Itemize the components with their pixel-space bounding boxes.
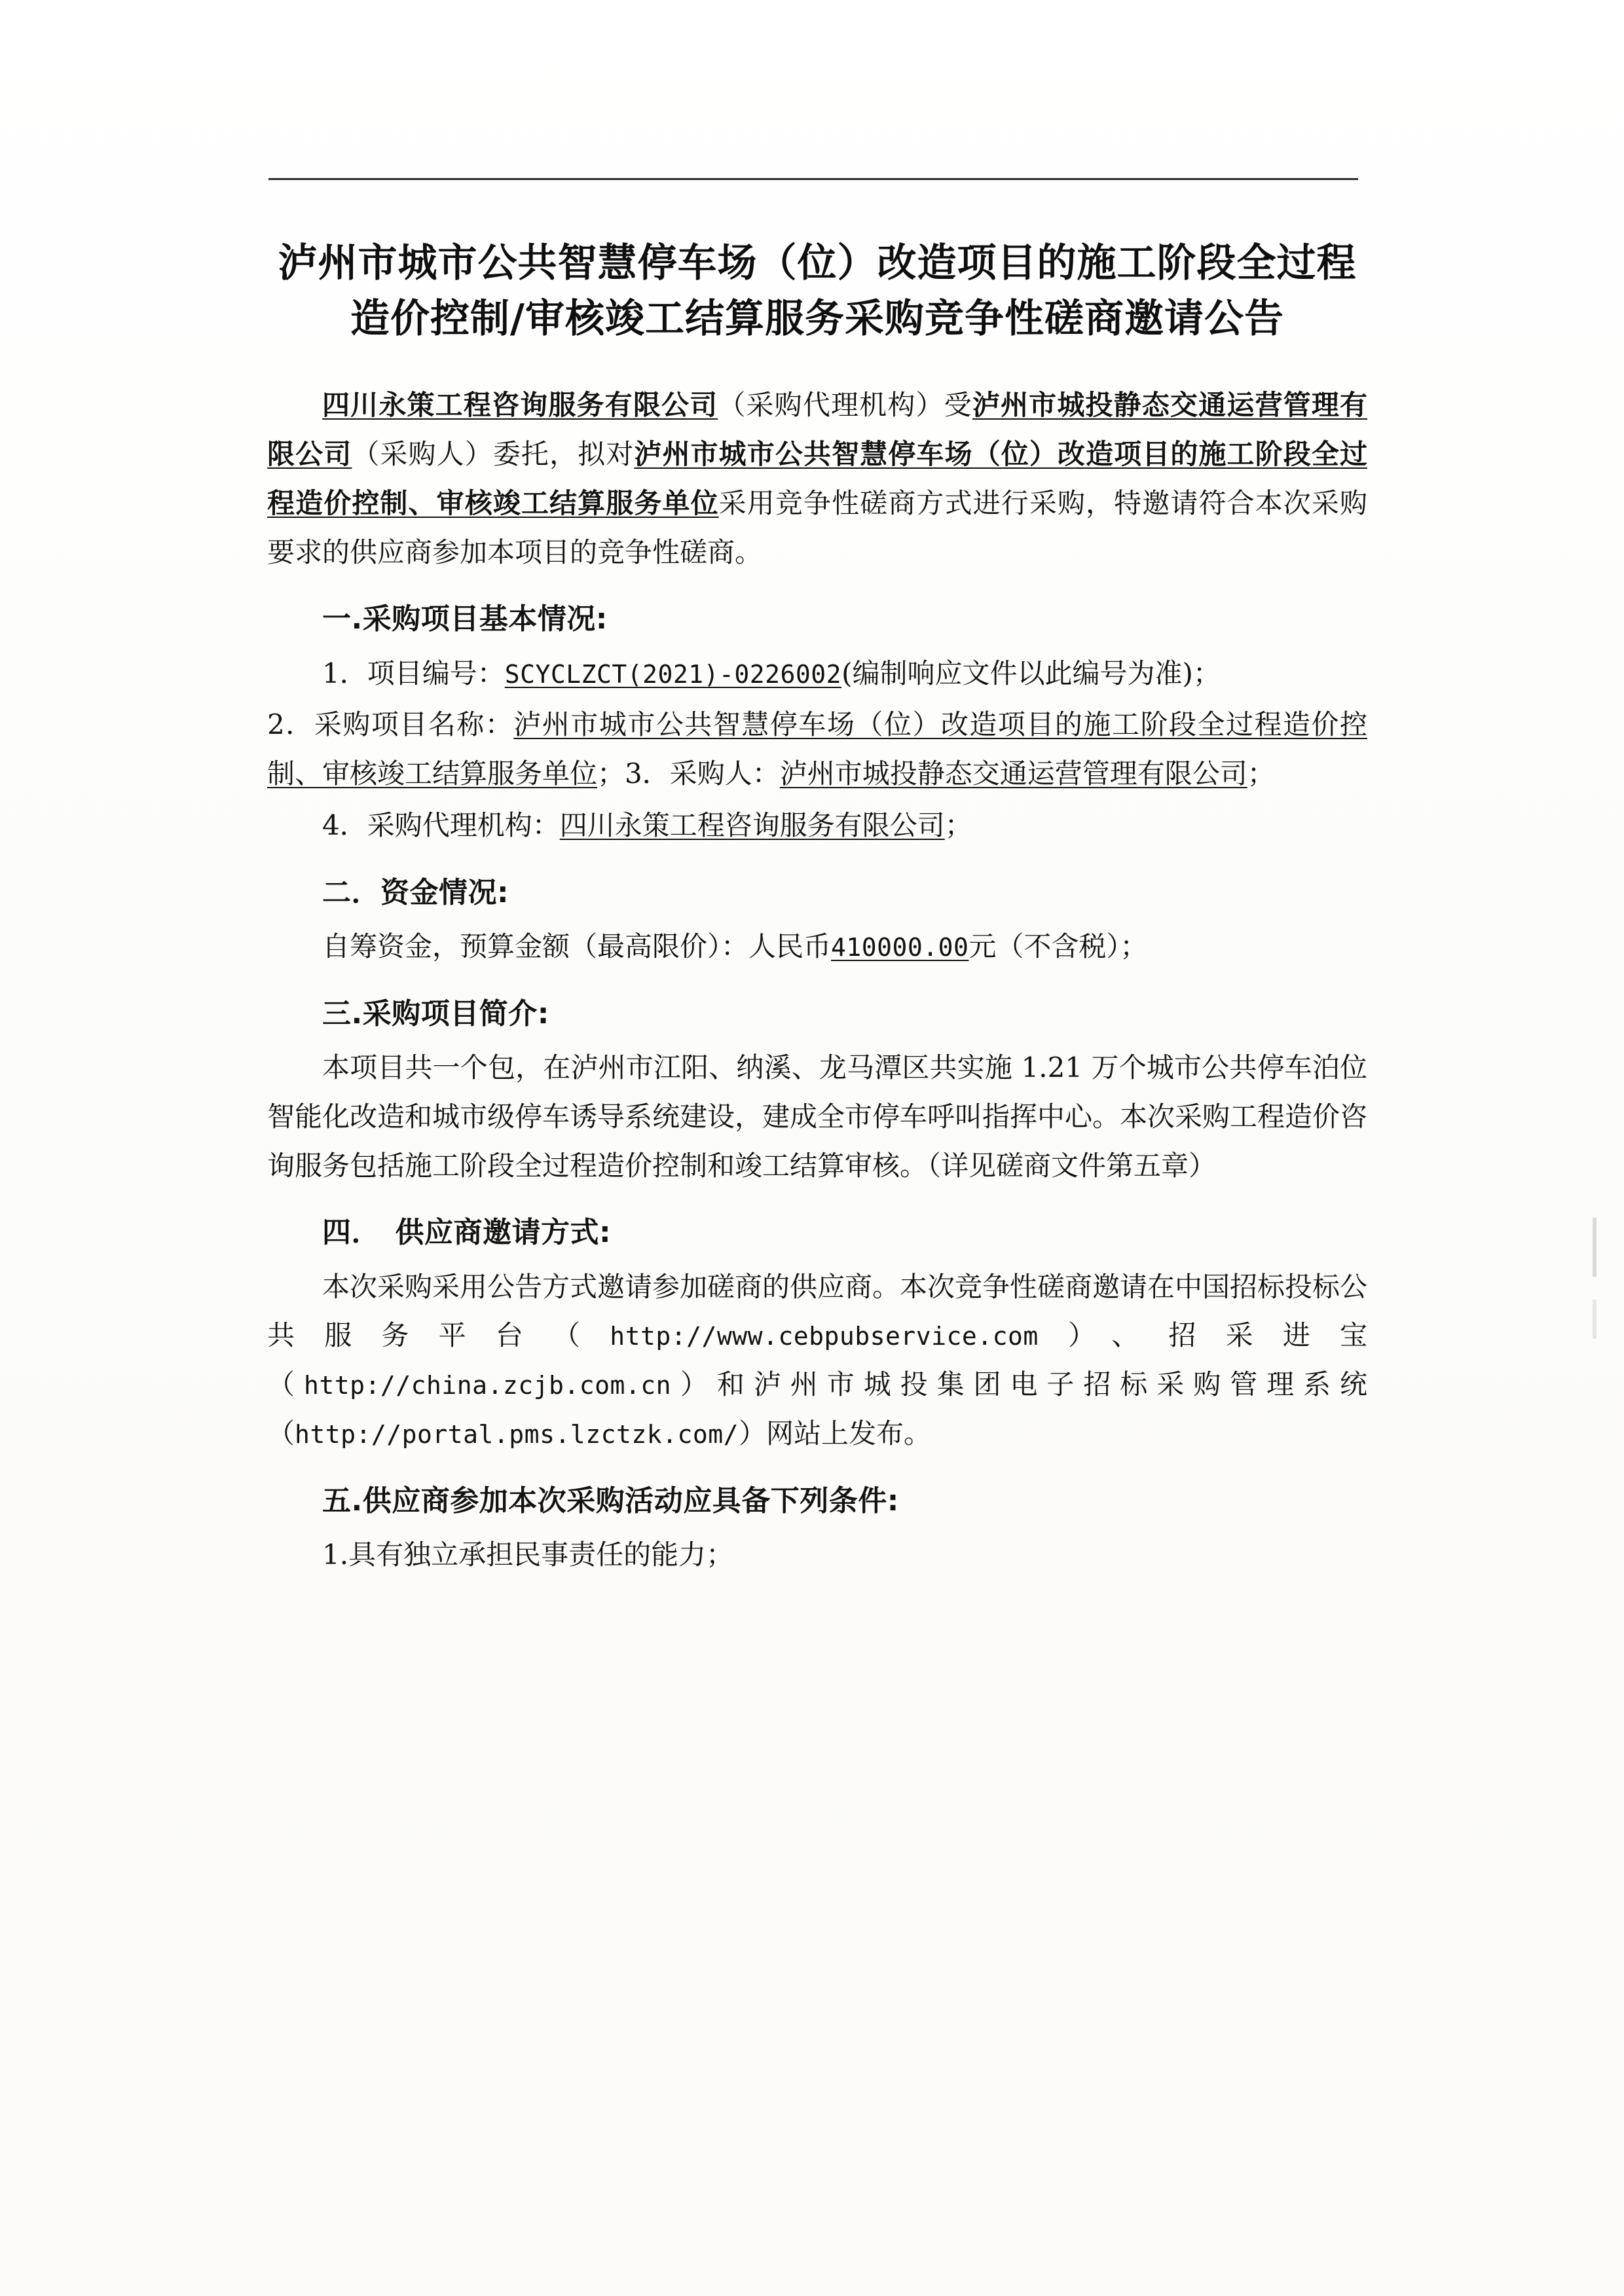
section-one-heading: 一.采购项目基本情况: <box>322 602 608 636</box>
intro-tail: 采用竞争性磋商方式进行采购，特邀请符合本次采购要求的供应商参加本项目的竞争性磋商。 <box>267 486 1367 568</box>
section-five-item-1: 1.具有独立承担民事责任的能力； <box>322 1538 734 1571</box>
intro-paragraph <box>267 381 1367 577</box>
section-one-item-2-3 <box>267 701 1367 799</box>
budget-text-after: 元（不含税）； <box>969 930 1148 962</box>
invite-text-3: ）和泸州市城投集团电子招标采购管理系统（ <box>267 1368 1367 1449</box>
section-two-heading: 二．资金情况: <box>322 875 509 909</box>
project-name-label: 2．采购项目名称： <box>267 708 514 741</box>
agent-tail: ； <box>944 809 972 841</box>
project-number-label: 1．项目编号： <box>322 657 505 689</box>
purchaser-role: （采购人）委托，拟对 <box>352 438 635 471</box>
project-number-note: (编制响应文件以此编号为准)； <box>841 657 1221 689</box>
platform-url-lzctzk[interactable]: http://portal.pms.lzctzk.com/ <box>295 1419 739 1449</box>
invite-text-1: 本次采购采用公告方式邀请参加磋商的供应商。本次竞争性磋商邀请在中国招标投标公共服务平台（ <box>267 1270 1368 1352</box>
page-title: 泸州市城市公共智慧停车场（位）改造项目的施工阶段全过程造价控制/审核竣工结算服务采购竞争性磋商邀请公告 <box>278 240 1357 342</box>
scan-edge-mark-secondary <box>1593 1300 1596 1339</box>
agency-name: 四川永策工程咨询服务有限公司 <box>322 389 718 422</box>
budget-amount: 410000.00 <box>831 933 969 962</box>
platform-url-cebpubservice[interactable]: http://www.cebpubservice.com <box>610 1322 1039 1351</box>
purchaser-name: 泸州市城投静态交通运营管理有限公司 <box>267 389 1367 471</box>
section-four-heading: 四． 供应商邀请方式: <box>322 1216 612 1250</box>
document-content <box>267 164 1367 1582</box>
purchaser-value: 泸州市城投静态交通运营管理有限公司 <box>779 757 1247 790</box>
scan-edge-mark <box>1593 1218 1596 1277</box>
project-number-value: SCYCLZCT(2021)-0226002 <box>504 659 842 689</box>
agency-role: （采购代理机构）受 <box>718 389 972 422</box>
section-three-paragraph: 本项目共一个包，在泸州市江阳、纳溪、龙马潭区共实施 1.21 万个城市公共停车泊位智能化改造和城市级停车诱导系统建设，建成全市停车呼叫指挥中心。本次采购工程造价咨询服务包括施工阶段全过程造价控制和竣工结算审核。（详见磋商文件第五章） <box>267 1051 1368 1182</box>
project-name-value: 泸州市城市公共智慧停车场（位）改造项目的施工阶段全过程造价控制、审核竣工结算服务单位 <box>267 708 1367 790</box>
section-five-heading: 五.供应商参加本次采购活动应具备下列条件: <box>322 1484 899 1518</box>
purchaser-label: ；3．采购人： <box>597 757 780 790</box>
section-one-item-4 <box>267 801 1367 850</box>
document-body <box>267 381 1367 1579</box>
section-four-paragraph <box>267 1263 1367 1459</box>
agent-value: 四川永策工程咨询服务有限公司 <box>559 809 945 841</box>
invite-text-2: ）、招采进宝（ <box>267 1319 1367 1401</box>
invite-text-4: ）网站上发布。 <box>738 1417 931 1449</box>
agent-label: 4．采购代理机构： <box>322 809 560 841</box>
budget-text-before: 自筹资金，预算金额（最高限价）：人民币 <box>322 930 832 962</box>
section-three-heading: 三.采购项目简介: <box>322 996 549 1030</box>
platform-url-zcjb[interactable]: http://china.zcjb.com.cn <box>303 1371 672 1400</box>
purchaser-tail: ； <box>1247 757 1275 790</box>
project-subject: 泸州市城市公共智慧停车场（位）改造项目的施工阶段全过程造价控制、审核竣工结算服务单位 <box>267 438 1367 519</box>
section-one-item-1 <box>267 649 1367 699</box>
section-two-paragraph <box>267 922 1367 972</box>
